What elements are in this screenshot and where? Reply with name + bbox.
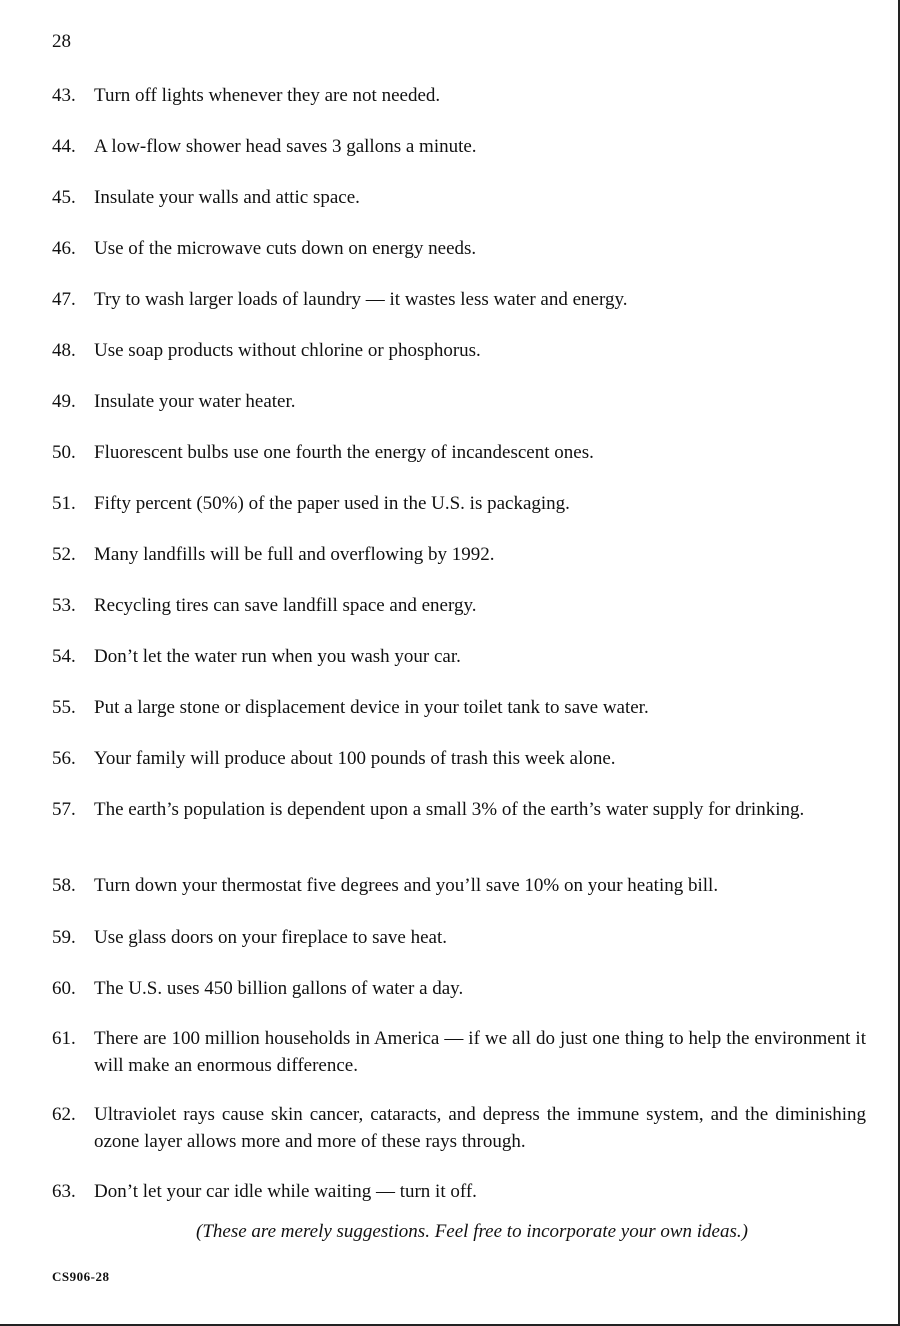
- item-number: 48.: [52, 340, 76, 361]
- list-item: [52, 1178, 866, 1205]
- item-number: 63.: [52, 1181, 76, 1202]
- list-item: [52, 872, 866, 899]
- list-item: [52, 541, 866, 568]
- item-text: There are 100 million households in America — if we all do just one thing to help the environment it will make an enormous difference.: [94, 1028, 866, 1076]
- list-item: [52, 694, 866, 721]
- item-number: 46.: [52, 238, 76, 259]
- item-number: 50.: [52, 442, 76, 463]
- item-text: Use soap products without chlorine or phosphorus.: [94, 340, 481, 361]
- list-item: [52, 975, 866, 1002]
- item-text: Put a large stone or displacement device in your toilet tank to save water.: [94, 697, 649, 718]
- item-number: 47.: [52, 289, 76, 310]
- item-text: Fifty percent (50%) of the paper used in the U.S. is packaging.: [94, 493, 570, 514]
- footnote: (These are merely suggestions. Feel free to incorporate your own ideas.): [196, 1221, 748, 1242]
- item-text: The earth’s population is dependent upon a small 3% of the earth’s water supply for drinking.: [94, 799, 805, 820]
- item-number: 49.: [52, 391, 76, 412]
- item-number: 53.: [52, 595, 76, 616]
- item-text: Recycling tires can save landfill space and energy.: [94, 595, 477, 616]
- list-item: [52, 643, 866, 670]
- item-number: 59.: [52, 927, 76, 948]
- list-item: [52, 1025, 866, 1079]
- item-text: Turn down your thermostat five degrees and you’ll save 10% on your heating bill.: [94, 875, 719, 896]
- item-number: 43.: [52, 85, 76, 106]
- item-text: Your family will produce about 100 pounds of trash this week alone.: [94, 748, 616, 769]
- item-number: 54.: [52, 646, 76, 667]
- page-number: 28: [52, 31, 71, 52]
- item-number: 58.: [52, 875, 76, 896]
- list-item: [52, 286, 866, 313]
- item-text: A low-flow shower head saves 3 gallons a minute.: [94, 136, 477, 157]
- list-item: [52, 796, 866, 823]
- list-item: [52, 235, 866, 262]
- item-text: Use of the microwave cuts down on energy needs.: [94, 238, 477, 259]
- item-text: Don’t let the water run when you wash your car.: [94, 646, 461, 667]
- list-item: [52, 490, 866, 517]
- list-item: [52, 388, 866, 415]
- item-text: Many landfills will be full and overflowing by 1992.: [94, 544, 495, 565]
- list-item: [52, 184, 866, 211]
- item-number: 62.: [52, 1104, 76, 1125]
- list-item: [52, 1101, 866, 1155]
- item-number: 57.: [52, 799, 76, 820]
- item-number: 56.: [52, 748, 76, 769]
- list-item: [52, 924, 866, 951]
- item-text: Use glass doors on your fireplace to save heat.: [94, 927, 447, 948]
- item-number: 61.: [52, 1028, 76, 1049]
- list-item: [52, 337, 866, 364]
- item-text: Don’t let your car idle while waiting — turn it off.: [94, 1181, 477, 1202]
- item-number: 44.: [52, 136, 76, 157]
- document-code: CS906-28: [52, 1269, 110, 1284]
- item-text: The U.S. uses 450 billion gallons of water a day.: [94, 978, 464, 999]
- list-item: [52, 592, 866, 619]
- item-number: 45.: [52, 187, 76, 208]
- item-text: Insulate your water heater.: [94, 391, 296, 412]
- item-number: 55.: [52, 697, 76, 718]
- item-text: Fluorescent bulbs use one fourth the energy of incandescent ones.: [94, 442, 594, 463]
- list-item: [52, 133, 866, 160]
- item-number: 51.: [52, 493, 76, 514]
- item-text: Turn off lights whenever they are not needed.: [94, 85, 441, 106]
- item-text: Insulate your walls and attic space.: [94, 187, 360, 208]
- list-item: [52, 82, 866, 109]
- item-text: Try to wash larger loads of laundry — it wastes less water and energy.: [94, 289, 628, 310]
- item-number: 60.: [52, 978, 76, 999]
- list-item: [52, 439, 866, 466]
- item-text: Ultraviolet rays cause skin cancer, cataracts, and depress the immune system, and the diminishing ozone layer allows more and more of these rays through.: [94, 1104, 866, 1152]
- item-number: 52.: [52, 544, 76, 565]
- list-item: [52, 745, 866, 772]
